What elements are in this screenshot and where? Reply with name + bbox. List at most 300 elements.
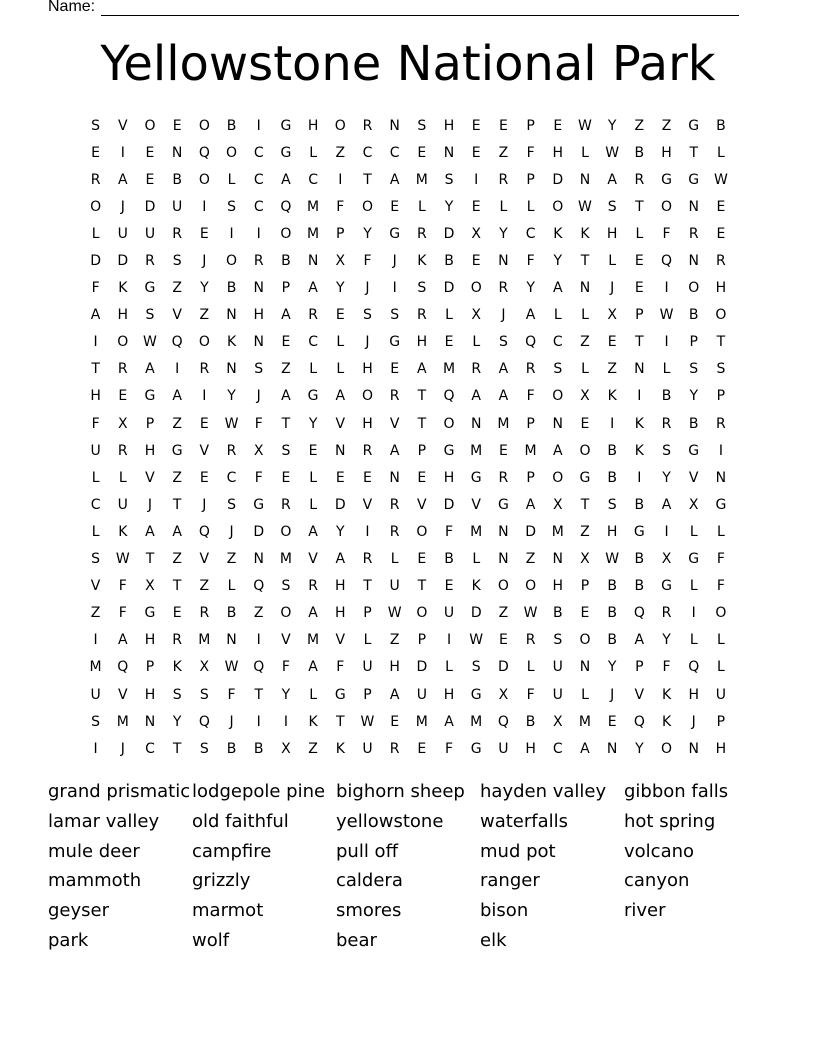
grid-letter: X — [335, 253, 346, 270]
grid-letter: X — [661, 551, 672, 568]
grid-letter: R — [416, 307, 427, 324]
grid-letter: S — [281, 578, 291, 595]
grid-letter: Q — [525, 334, 537, 351]
grid-letter: A — [308, 659, 318, 676]
grid-letter: C — [90, 496, 101, 513]
grid-letter: L — [445, 659, 453, 676]
grid-letter: A — [172, 523, 182, 540]
grid-letter: R — [308, 578, 318, 595]
grid-letter: B — [226, 280, 237, 297]
grid-letter: V — [172, 307, 182, 324]
grid-letter: O — [552, 198, 564, 215]
grid-letter: W — [523, 605, 538, 622]
word-bank-item: smores — [336, 900, 402, 922]
grid-letter: B — [226, 605, 237, 622]
word-bank-item: geyser — [48, 900, 110, 922]
grid-letter: H — [335, 605, 346, 622]
grid-letter: L — [309, 144, 317, 161]
grid-letter: I — [229, 225, 234, 242]
grid-letter: I — [637, 469, 642, 486]
grid-letter: R — [498, 280, 509, 297]
grid-letter: T — [716, 334, 726, 351]
grid-letter: F — [363, 253, 372, 270]
grid-letter: G — [334, 686, 346, 703]
word-bank-item: park — [48, 929, 89, 951]
grid-letter: D — [443, 496, 455, 513]
grid-letter: P — [580, 578, 590, 595]
grid-letter: X — [552, 713, 563, 730]
grid-letter: X — [580, 551, 590, 568]
grid-letter: F — [716, 551, 725, 568]
grid-letter: N — [253, 334, 264, 351]
grid-letter: L — [581, 307, 589, 324]
grid-letter: H — [606, 523, 618, 540]
grid-letter: F — [254, 415, 263, 432]
grid-letter: V — [308, 551, 318, 568]
grid-letter: B — [688, 415, 699, 432]
grid-letter: F — [118, 578, 127, 595]
grid-letter: R — [389, 523, 400, 540]
grid-letter: R — [716, 253, 726, 270]
grid-letter: F — [445, 523, 454, 540]
grid-letter: E — [634, 253, 644, 270]
grid-letter: A — [308, 523, 318, 540]
grid-letter: E — [199, 469, 209, 486]
grid-letter: X — [145, 578, 155, 595]
grid-letter: T — [635, 334, 644, 351]
grid-letter: S — [254, 361, 264, 378]
grid-letter: H — [144, 632, 156, 649]
grid-letter: C — [253, 198, 264, 215]
grid-letter: I — [718, 442, 723, 459]
grid-letter: E — [390, 198, 400, 215]
grid-letter: R — [389, 740, 400, 757]
grid-letter: Q — [198, 713, 210, 730]
grid-letter: K — [417, 253, 427, 270]
grid-letter: F — [91, 415, 100, 432]
grid-letter: P — [336, 225, 345, 242]
grid-letter: S — [607, 198, 617, 215]
grid-letter: A — [661, 496, 672, 513]
grid-letter: G — [280, 144, 292, 161]
grid-letter: O — [334, 117, 346, 134]
grid-letter: G — [144, 280, 156, 297]
grid-letter: E — [145, 171, 155, 188]
grid-letter: N — [579, 171, 591, 188]
grid-letter: H — [443, 686, 455, 703]
grid-letter: T — [91, 361, 100, 378]
grid-letter: F — [445, 740, 454, 757]
grid-letter: L — [91, 225, 100, 242]
grid-letter: E — [471, 198, 481, 215]
grid-letter: S — [417, 280, 427, 297]
grid-letter: R — [688, 225, 699, 242]
grid-letter: H — [362, 415, 373, 432]
grid-letter: T — [281, 415, 291, 432]
grid-letter: C — [552, 740, 563, 757]
grid-letter: G — [470, 740, 482, 757]
grid-letter: R — [362, 442, 373, 459]
grid-letter: I — [256, 225, 261, 242]
grid-letter: M — [415, 713, 428, 730]
grid-letter: H — [307, 117, 319, 134]
grid-letter: J — [120, 740, 125, 757]
grid-letter: H — [144, 442, 156, 459]
grid-letter: N — [579, 659, 591, 676]
grid-letter: V — [145, 469, 155, 486]
grid-letter: N — [634, 361, 645, 378]
grid-letter: I — [202, 388, 207, 405]
grid-letter: M — [307, 632, 320, 649]
grid-letter: Z — [199, 307, 210, 324]
grid-letter: K — [553, 225, 563, 242]
grid-letter: R — [145, 253, 155, 270]
grid-letter: W — [605, 551, 620, 568]
grid-letter: E — [444, 578, 454, 595]
grid-letter: O — [470, 280, 482, 297]
grid-letter: E — [172, 117, 182, 134]
page-title: Yellowstone National Park — [100, 36, 716, 92]
grid-letter: R — [525, 632, 536, 649]
letter-grid — [82, 112, 735, 762]
grid-letter: R — [661, 605, 672, 622]
grid-letter: S — [91, 117, 101, 134]
grid-letter: E — [281, 334, 291, 351]
grid-letter: W — [659, 307, 674, 324]
grid-letter: Y — [635, 740, 644, 757]
grid-letter: L — [689, 578, 698, 595]
grid-letter: W — [605, 144, 620, 161]
grid-letter: T — [417, 388, 427, 405]
grid-letter: Q — [253, 659, 265, 676]
grid-letter: E — [498, 117, 508, 134]
grid-letter: H — [661, 144, 672, 161]
grid-letter: H — [688, 686, 699, 703]
grid-letter: B — [634, 551, 645, 568]
grid-letter: M — [415, 171, 428, 188]
grid-letter: J — [365, 280, 370, 297]
grid-letter: D — [443, 280, 455, 297]
grid-letter: R — [117, 361, 128, 378]
grid-letter: K — [580, 225, 590, 242]
name-field-line[interactable] — [48, 0, 739, 16]
grid-letter: U — [90, 442, 101, 459]
grid-letter: J — [256, 388, 261, 405]
grid-letter: S — [227, 496, 236, 513]
grid-letter: N — [498, 523, 509, 540]
grid-letter: O — [361, 198, 373, 215]
grid-letter: R — [362, 551, 373, 568]
grid-letter: S — [417, 117, 427, 134]
grid-letter: A — [525, 496, 536, 513]
grid-letter: B — [607, 632, 617, 649]
grid-letter: P — [417, 442, 427, 459]
grid-letter: S — [498, 334, 508, 351]
grid-letter: L — [526, 659, 535, 676]
grid-letter: J — [610, 686, 615, 703]
grid-letter: L — [227, 578, 236, 595]
grid-letter: K — [661, 686, 672, 703]
grid-letter: T — [363, 171, 372, 188]
grid-letter: R — [253, 253, 264, 270]
grid-letter: Y — [689, 388, 698, 405]
grid-letter: Z — [580, 523, 590, 540]
grid-letter: Z — [172, 280, 182, 297]
grid-letter: B — [444, 551, 454, 568]
grid-letter: E — [634, 280, 644, 297]
grid-letter: E — [444, 334, 454, 351]
grid-letter: Q — [443, 388, 455, 405]
grid-letter: K — [634, 442, 644, 459]
grid-letter: L — [717, 659, 725, 676]
grid-letter: Q — [198, 523, 210, 540]
grid-letter: N — [226, 307, 237, 324]
grid-letter: Z — [335, 144, 346, 161]
grid-letter: Q — [253, 578, 265, 595]
grid-letter: I — [175, 361, 180, 378]
grid-letter: E — [417, 469, 427, 486]
word-bank-item: hot spring — [624, 810, 716, 832]
grid-letter: I — [93, 334, 98, 351]
word-bank-item: gibbon falls — [624, 781, 729, 802]
grid-letter: O — [198, 334, 210, 351]
grid-letter: E — [471, 117, 481, 134]
word-bank-item: campfire — [192, 840, 272, 862]
grid-letter: O — [443, 415, 455, 432]
grid-letter: B — [226, 117, 237, 134]
grid-letter: T — [172, 578, 182, 595]
grid-letter: L — [581, 361, 589, 378]
grid-letter: O — [579, 632, 591, 649]
grid-letter: P — [635, 659, 644, 676]
word-bank-item: waterfalls — [480, 810, 569, 832]
grid-letter: G — [470, 686, 482, 703]
grid-letter: I — [610, 415, 615, 432]
grid-letter: K — [335, 740, 345, 757]
grid-letter: N — [253, 551, 264, 568]
grid-letter: L — [472, 334, 481, 351]
grid-letter: R — [634, 171, 645, 188]
grid-letter: O — [416, 523, 428, 540]
grid-letter: I — [365, 523, 370, 540]
grid-letter: B — [661, 388, 672, 405]
grid-letter: T — [417, 578, 427, 595]
grid-letter: P — [145, 415, 155, 432]
grid-letter: N — [443, 144, 455, 161]
grid-letter: T — [580, 496, 590, 513]
word-bank-item: canyon — [624, 870, 690, 892]
word-bank-item: grand prismatic — [48, 781, 191, 802]
grid-letter: K — [118, 523, 128, 540]
grid-letter: J — [229, 713, 234, 730]
grid-letter: L — [689, 523, 698, 540]
grid-letter: L — [91, 469, 100, 486]
grid-letter: H — [552, 578, 564, 595]
grid-letter: R — [416, 225, 427, 242]
grid-letter: L — [608, 253, 617, 270]
grid-letter: Y — [363, 225, 372, 242]
grid-letter: N — [552, 415, 564, 432]
grid-letter: Q — [633, 713, 645, 730]
word-bank-item: lodgepole pine — [192, 781, 326, 802]
grid-letter: A — [417, 361, 427, 378]
grid-letter: I — [202, 198, 207, 215]
grid-letter: A — [281, 388, 291, 405]
grid-letter: W — [578, 117, 592, 134]
grid-letter: V — [90, 578, 101, 595]
grid-letter: E — [145, 144, 155, 161]
grid-letter: O — [579, 442, 591, 459]
grid-letter: A — [471, 388, 481, 405]
grid-letter: M — [470, 713, 483, 730]
grid-letter: E — [281, 469, 291, 486]
grid-letter: G — [688, 551, 700, 568]
grid-letter: E — [498, 632, 508, 649]
grid-letter: G — [144, 388, 156, 405]
grid-letter: H — [606, 225, 618, 242]
grid-letter: C — [552, 334, 563, 351]
grid-letter: F — [526, 686, 535, 703]
grid-letter: N — [688, 198, 699, 215]
grid-letter: T — [635, 198, 644, 215]
grid-letter: X — [552, 496, 563, 513]
grid-letter: J — [610, 280, 615, 297]
grid-letter: N — [171, 144, 183, 161]
grid-letter: A — [552, 442, 563, 459]
grid-letter: F — [336, 659, 345, 676]
grid-letter: W — [578, 198, 592, 215]
grid-letter: B — [607, 469, 617, 486]
grid-letter: M — [198, 632, 211, 649]
grid-letter: O — [280, 225, 292, 242]
grid-letter: B — [634, 496, 645, 513]
grid-letter: Y — [553, 253, 563, 270]
grid-letter: G — [688, 171, 700, 188]
grid-letter: I — [637, 388, 642, 405]
grid-letter: H — [552, 144, 564, 161]
grid-letter: T — [172, 740, 182, 757]
grid-letter: G — [307, 388, 319, 405]
grid-letter: H — [715, 280, 727, 297]
grid-letter: I — [664, 334, 669, 351]
grid-letter: T — [336, 713, 345, 730]
grid-letter: E — [118, 388, 128, 405]
grid-letter: U — [172, 198, 183, 215]
grid-letter: J — [365, 334, 370, 351]
grid-letter: J — [202, 253, 207, 270]
grid-letter: P — [526, 171, 535, 188]
grid-letter: D — [470, 605, 482, 622]
name-label: Name: — [48, 0, 96, 15]
grid-letter: A — [444, 713, 454, 730]
grid-letter: U — [117, 225, 128, 242]
grid-letter: Y — [607, 117, 617, 134]
grid-letter: S — [716, 361, 726, 378]
grid-letter: P — [417, 632, 427, 649]
grid-letter: Y — [336, 280, 345, 297]
grid-letter: L — [309, 496, 317, 513]
grid-letter: I — [256, 713, 261, 730]
grid-letter: X — [117, 415, 128, 432]
grid-letter: S — [363, 307, 372, 324]
grid-letter: M — [551, 523, 564, 540]
grid-letter: Q — [198, 144, 210, 161]
grid-letter: U — [362, 740, 373, 757]
grid-letter: A — [281, 171, 291, 188]
grid-letter: E — [580, 415, 590, 432]
grid-letter: P — [526, 415, 535, 432]
grid-letter: A — [634, 632, 645, 649]
grid-letter: H — [335, 578, 346, 595]
grid-letter: S — [172, 253, 182, 270]
grid-letter: L — [635, 225, 644, 242]
grid-letter: R — [172, 632, 183, 649]
grid-letter: L — [472, 551, 481, 568]
grid-letter: Y — [526, 280, 535, 297]
grid-letter: S — [662, 442, 671, 459]
word-bank — [48, 778, 768, 957]
grid-letter: N — [307, 253, 319, 270]
grid-letter: I — [664, 523, 669, 540]
grid-letter: A — [498, 388, 509, 405]
grid-letter: J — [392, 253, 397, 270]
grid-letter: G — [389, 225, 401, 242]
grid-letter: U — [389, 578, 400, 595]
grid-letter: D — [525, 523, 536, 540]
grid-letter: I — [120, 144, 125, 161]
grid-letter: F — [91, 280, 100, 297]
grid-letter: H — [362, 361, 373, 378]
grid-letter: T — [145, 551, 155, 568]
grid-letter: C — [525, 225, 536, 242]
grid-letter: O — [198, 171, 210, 188]
grid-letter: Z — [90, 605, 101, 622]
grid-letter: I — [664, 280, 669, 297]
grid-letter: J — [147, 496, 153, 513]
grid-letter: U — [715, 686, 727, 703]
grid-letter: G — [661, 578, 672, 595]
grid-letter: T — [689, 144, 698, 161]
word-bank-item: pull off — [336, 840, 398, 862]
grid-letter: U — [144, 225, 156, 242]
grid-letter: A — [335, 551, 346, 568]
grid-letter: Z — [226, 551, 237, 568]
grid-letter: W — [387, 605, 402, 622]
grid-letter: I — [392, 280, 397, 297]
grid-letter: B — [634, 144, 645, 161]
grid-letter: L — [717, 144, 725, 161]
grid-letter: A — [607, 171, 617, 188]
grid-letter: V — [389, 415, 400, 432]
grid-letter: W — [713, 171, 728, 188]
grid-letter: M — [578, 713, 592, 730]
grid-letter: Y — [662, 469, 671, 486]
grid-letter: G — [443, 442, 455, 459]
grid-letter: R — [362, 117, 373, 134]
grid-letter: V — [199, 551, 210, 568]
grid-letter: K — [634, 415, 644, 432]
grid-letter: X — [471, 307, 482, 324]
grid-letter: N — [144, 713, 156, 730]
grid-letter: V — [634, 686, 645, 703]
grid-letter: C — [253, 171, 264, 188]
grid-letter: V — [281, 632, 291, 649]
grid-letter: U — [552, 686, 563, 703]
grid-letter: C — [362, 144, 373, 161]
grid-letter: B — [226, 740, 237, 757]
grid-letter: E — [417, 551, 427, 568]
grid-letter: E — [390, 361, 400, 378]
